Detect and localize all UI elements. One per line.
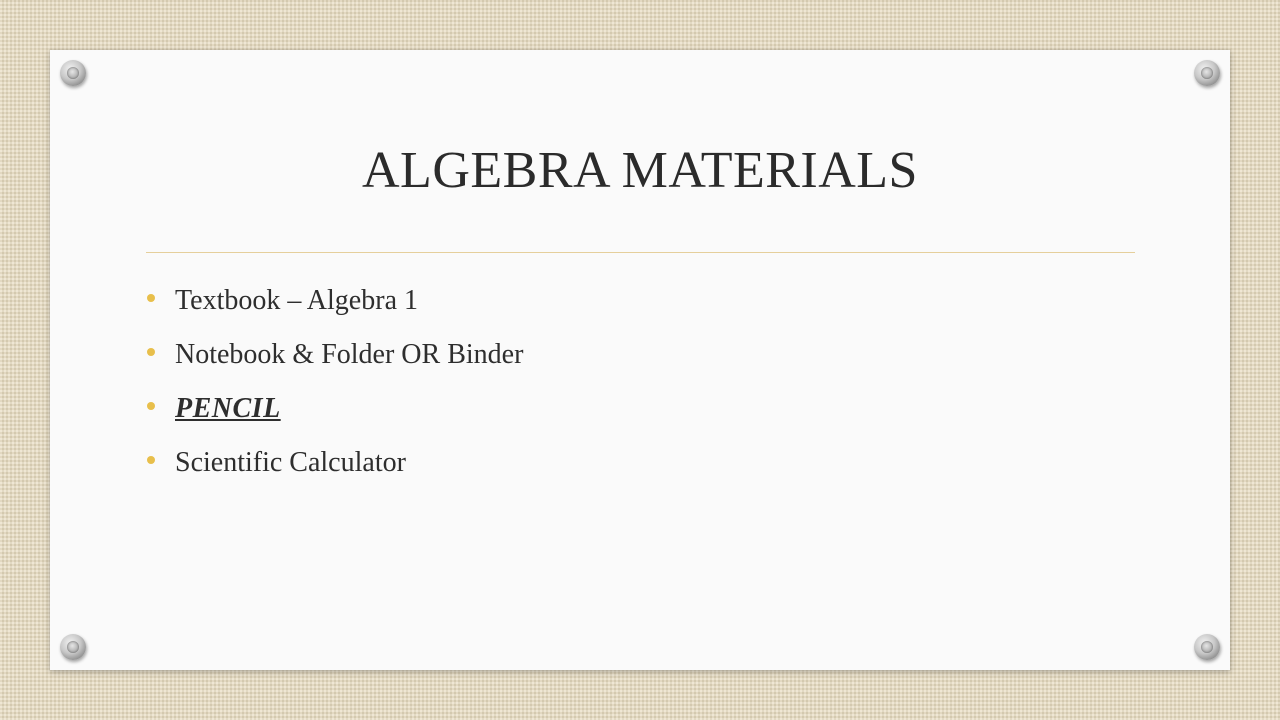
materials-list [147,274,523,490]
list-item-calculator [147,436,523,490]
slide-title: ALGEBRA MATERIALS [362,142,918,199]
thumbtack-icon [60,60,86,86]
slide [50,50,1230,670]
thumbtack-icon [1194,634,1220,660]
thumbtack-icon [60,634,86,660]
list-item-textbook [147,274,523,328]
list-item-label: Notebook & Folder OR Binder [175,339,524,370]
thumbtack-icon [1194,60,1220,86]
bullet-icon [147,456,155,464]
title-divider [146,252,1135,253]
list-item-label: PENCIL [175,393,281,424]
list-item-pencil [147,382,523,436]
list-item-label: Scientific Calculator [175,447,406,478]
bullet-icon [147,294,155,302]
bullet-icon [147,348,155,356]
list-item-notebook [147,328,523,382]
list-item-label: Textbook – Algebra 1 [175,285,418,316]
bullet-icon [147,402,155,410]
